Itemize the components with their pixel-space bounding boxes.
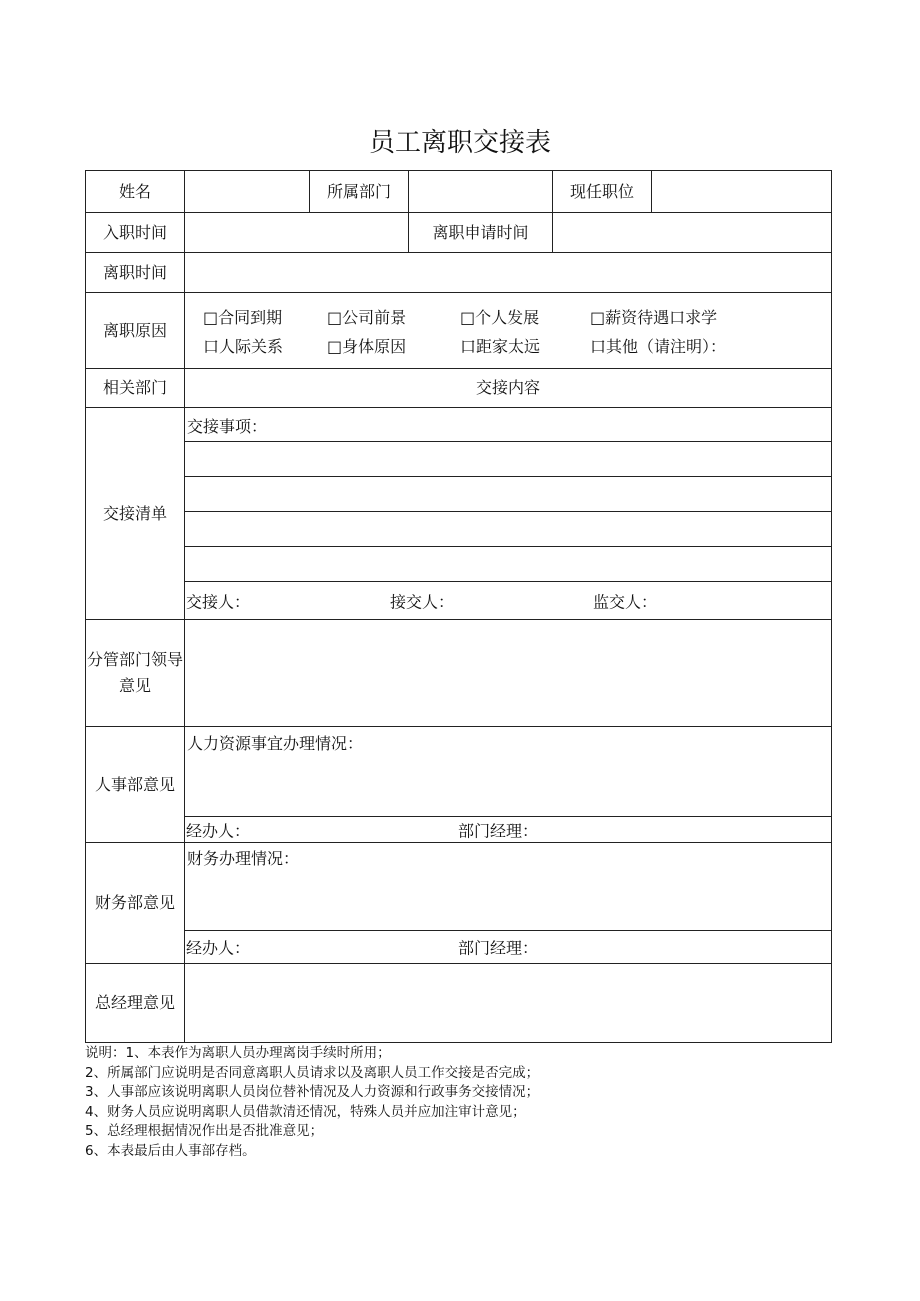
hr-signatures bbox=[185, 817, 832, 843]
handover-content-header: 交接内容 bbox=[185, 369, 832, 408]
division-leader-label: 分管部门领导意见 bbox=[86, 620, 185, 727]
handover-person-label: 交接人： bbox=[186, 592, 251, 611]
handover-form-table bbox=[85, 170, 832, 1043]
checkbox-other[interactable]: 口其他（请注明）： bbox=[590, 336, 727, 356]
note-line: 6、本表最后由人事部存档。 bbox=[85, 1142, 256, 1159]
reason-label: 离职原因 bbox=[86, 293, 185, 369]
finance-signatures bbox=[185, 931, 832, 964]
checkbox-distance[interactable]: 口距家太远 bbox=[460, 336, 541, 356]
dept-field[interactable] bbox=[409, 171, 553, 213]
gm-opinion-field[interactable] bbox=[185, 964, 832, 1043]
related-dept-header: 相关部门 bbox=[86, 369, 185, 408]
leave-date-field[interactable] bbox=[185, 253, 832, 293]
checkbox-relationships[interactable]: 口人际关系 bbox=[203, 336, 284, 356]
join-date-field[interactable] bbox=[185, 213, 409, 253]
handover-signatures bbox=[185, 582, 832, 620]
division-leader-opinion-field[interactable] bbox=[185, 620, 832, 727]
hr-opinion-label: 人事部意见 bbox=[86, 727, 185, 843]
finance-content-label: 财务办理情况： bbox=[185, 843, 832, 931]
note-line: 2、所属部门应说明是否同意离职人员请求以及离职人员工作交接是否完成； bbox=[85, 1064, 540, 1081]
gm-opinion-label: 总经理意见 bbox=[86, 964, 185, 1043]
name-label: 姓名 bbox=[86, 171, 185, 213]
dept-label: 所属部门 bbox=[310, 171, 409, 213]
position-field[interactable] bbox=[652, 171, 832, 213]
finance-handler-label: 经办人： bbox=[186, 938, 251, 958]
position-label: 现任职位 bbox=[553, 171, 652, 213]
note-line: 4、财务人员应说明离职人员借款清还情况，特殊人员并应加注审计意见； bbox=[85, 1103, 526, 1120]
apply-date-label: 离职申请时间 bbox=[409, 213, 553, 253]
note-line: 5、总经理根据情况作出是否批准意见； bbox=[85, 1123, 324, 1140]
handover-item-line[interactable] bbox=[185, 442, 832, 477]
handover-items-label: 交接事项： bbox=[185, 408, 832, 442]
finance-manager-label: 部门经理： bbox=[458, 938, 539, 958]
checkbox-company-prospect[interactable]: □公司前景 bbox=[327, 307, 407, 327]
notes bbox=[85, 1044, 539, 1162]
handover-item-line[interactable] bbox=[185, 477, 832, 512]
hr-manager-label: 部门经理： bbox=[458, 821, 539, 840]
hr-handler-label: 经办人： bbox=[186, 821, 251, 840]
note-line: 说明：1、本表作为离职人员办理离岗手续时所用； bbox=[85, 1045, 391, 1061]
reason-options bbox=[185, 293, 832, 369]
checkbox-salary-study[interactable]: □薪资待遇口求学 bbox=[590, 307, 718, 327]
handover-item-line[interactable] bbox=[185, 547, 832, 582]
leave-date-label: 离职时间 bbox=[86, 253, 185, 293]
name-field[interactable] bbox=[185, 171, 310, 213]
note-line: 3、人事部应该说明离职人员岗位替补情况及人力资源和行政事务交接情况； bbox=[85, 1084, 540, 1101]
supervisor-label: 监交人： bbox=[593, 592, 658, 611]
checkbox-health[interactable]: □身体原因 bbox=[327, 336, 407, 356]
handover-item-line[interactable] bbox=[185, 512, 832, 547]
receiver-label: 接交人： bbox=[390, 592, 455, 611]
handover-list-label: 交接清单 bbox=[86, 408, 185, 620]
checkbox-personal-development[interactable]: □个人发展 bbox=[460, 307, 540, 327]
finance-opinion-label: 财务部意见 bbox=[86, 843, 185, 964]
apply-date-field[interactable] bbox=[553, 213, 832, 253]
checkbox-contract-expiry[interactable]: □合同到期 bbox=[203, 307, 283, 327]
hr-content-label: 人力资源事宜办理情况： bbox=[185, 727, 832, 817]
page-title: 员工离职交接表 bbox=[368, 128, 551, 158]
join-date-label: 入职时间 bbox=[86, 213, 185, 253]
